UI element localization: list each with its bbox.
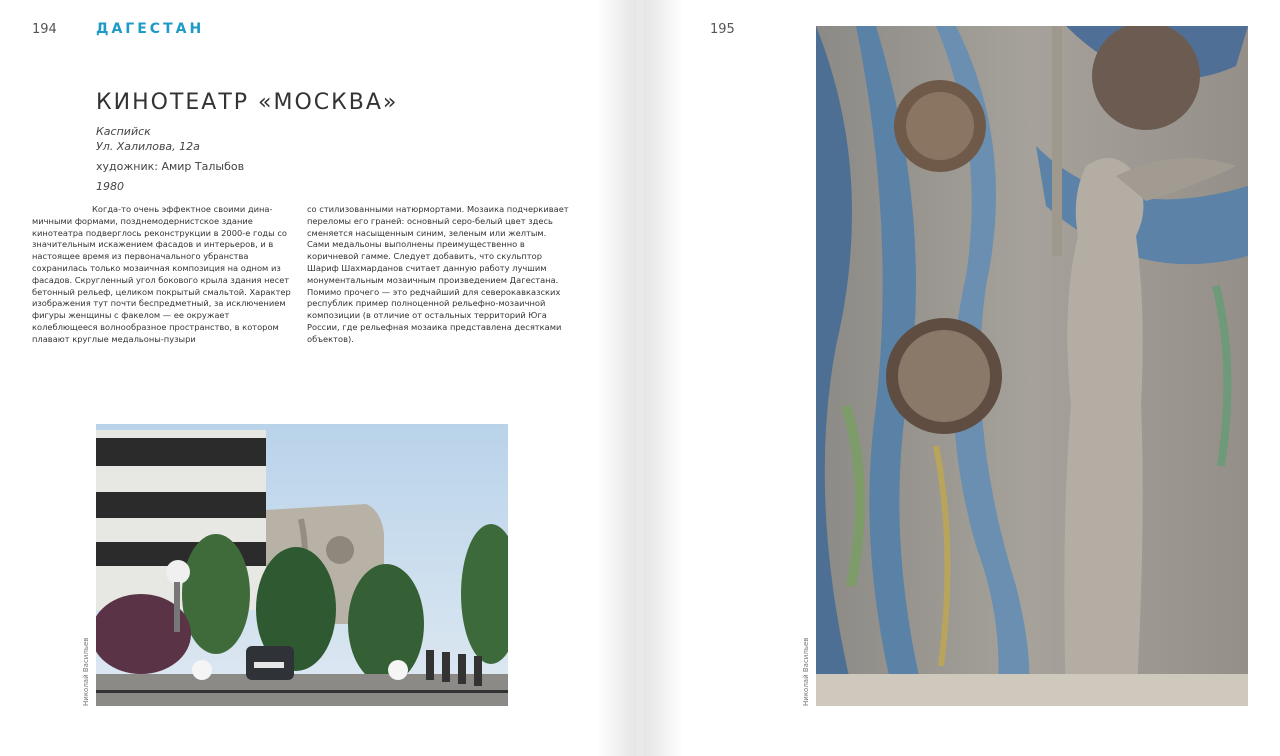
year: 1980 bbox=[96, 180, 124, 193]
right-page bbox=[644, 0, 1280, 756]
photo-credit: Николай Васильев bbox=[802, 637, 810, 706]
photo-credit: Николай Васильев bbox=[82, 637, 90, 706]
city: Каспийск bbox=[96, 125, 151, 138]
body-text-column-1: Когда-то очень эффектное своими динамичными формами, позднемодернистское здание кинотеатра подверглось реконструкции в 2000-е годы со значительным искажением фасадов и интерьеров, и в настоящее время из первоначального убранства сохранилась только мозаичная композиция на одном из фасадов. Скругленный угол бокового крыла здания несет бетонный рельеф, целиком покрытый смальтой. Характер изображения тут почти беспредметный, за исключением фигуры женщины с факелом — ее окружает колеблющееся волнообразное пространство, в котором плавают круглые медальоны-пузыри bbox=[32, 204, 291, 344]
page-number: 194 bbox=[32, 22, 57, 37]
gutter-shadow bbox=[596, 0, 636, 756]
gutter-shadow bbox=[644, 0, 684, 756]
section-title: ДАГЕСТАН bbox=[96, 21, 205, 37]
cinema-building-illustration bbox=[96, 424, 508, 706]
body-text-column-2: со стилизованными натюрмортами. Мозаика подчеркивает переломы его граней: основный серо-белый цвет здесь сменяется насыщенным синим, зеленым или желтым. Сами медальоны выполнены преимущественно в коричневой гамме. Следует добавить, что скульптор Шариф Шахмарданов считает данную работу лучшим монументальным мозаичным произведением Дагестана. Помимо прочего — это редчайший для северокавказских республик пример полноценной рельефно-мозаичной композиции (в отличие от остальных территорий Юга России, где рельефная мозаика представлена десятками объектов). bbox=[307, 204, 569, 344]
page-number: 195 bbox=[710, 22, 735, 37]
mosaic-relief-photo bbox=[816, 26, 1248, 706]
left-page bbox=[0, 0, 636, 756]
address: Ул. Халилова, 12а bbox=[96, 140, 200, 153]
mosaic-relief-illustration bbox=[816, 26, 1248, 706]
artist: художник: Амир Талыбов bbox=[96, 160, 245, 173]
page-title: КИНОТЕАТР «МОСКВА» bbox=[96, 90, 399, 115]
cinema-building-photo bbox=[96, 424, 508, 706]
